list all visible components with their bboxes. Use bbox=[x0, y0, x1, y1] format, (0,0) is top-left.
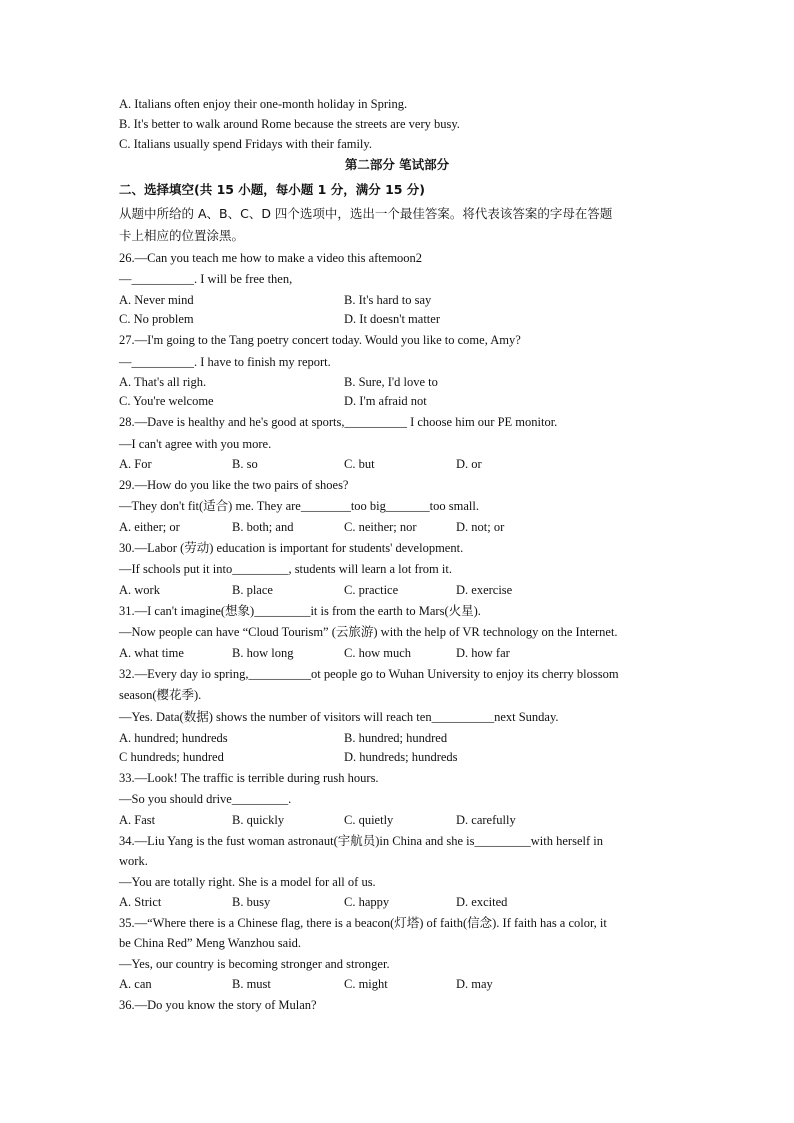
question-35-response: —Yes, our country is becoming stronger and stronger. bbox=[119, 957, 390, 971]
question-33-option-a: A. Fast bbox=[119, 813, 156, 827]
question-27-option-d: D. I'm afraid not bbox=[344, 394, 427, 408]
prev-option-a: A. Italians often enjoy their one-month holiday in Spring. bbox=[119, 97, 408, 111]
question-36-prompt: 36.—Do you know the story of Mulan? bbox=[119, 998, 317, 1012]
question-27-option-b: B. Sure, I'd love to bbox=[344, 375, 438, 389]
question-34-option-d: D. excited bbox=[456, 895, 508, 909]
question-26-option-b: B. It's hard to say bbox=[344, 293, 432, 307]
question-27-option-a: A. That's all righ. bbox=[119, 375, 207, 389]
question-26-option-a: A. Never mind bbox=[119, 293, 194, 307]
question-26-option-c: C. No problem bbox=[119, 312, 194, 326]
question-28-option-c: C. but bbox=[344, 457, 375, 471]
question-27-prompt: 27.—I'm going to the Tang poetry concert today. Would you like to come, Amy? bbox=[119, 333, 521, 347]
question-26-prompt: 26.—Can you teach me how to make a video this aftemoon2 bbox=[119, 251, 423, 265]
question-32-prompt-cont: season(樱花季). bbox=[119, 688, 202, 702]
question-26-option-d: D. It doesn't matter bbox=[344, 312, 440, 326]
question-32-prompt: 32.—Every day io spring,__________ot people go to Wuhan University to enjoy its cherry blossom bbox=[119, 667, 619, 681]
question-30-option-c: C. practice bbox=[344, 583, 399, 597]
question-33-response: —So you should drive_________. bbox=[119, 792, 292, 806]
question-32-response: —Yes. Data(数据) shows the number of visitors will reach ten__________next Sunday. bbox=[119, 710, 559, 724]
question-31-response: —Now people can have “Cloud Tourism” (云旅游) with the help of VR technology on the Internet. bbox=[119, 625, 618, 639]
section-heading: 二、选择填空(共 15 小题，每小题 1 分，满分 15 分) bbox=[119, 182, 426, 197]
question-35-option-d: D. may bbox=[456, 977, 493, 991]
question-35-option-b: B. must bbox=[232, 977, 271, 991]
question-31-prompt: 31.—I can't imagine(想象)_________it is from the earth to Mars(火星). bbox=[119, 604, 481, 618]
question-28-response: —I can't agree with you more. bbox=[119, 437, 272, 451]
question-31-option-a: A. what time bbox=[119, 646, 184, 660]
question-34-option-a: A. Strict bbox=[119, 895, 162, 909]
question-26-response: —__________. I will be free then, bbox=[119, 272, 293, 286]
question-35-prompt: 35.—“Where there is a Chinese flag, there is a beacon(灯塔) of faith(信念). If faith has a color, it bbox=[119, 916, 607, 930]
part-title: 第二部分 笔试部分 bbox=[344, 157, 450, 172]
question-31-option-d: D. how far bbox=[456, 646, 510, 660]
question-29-option-d: D. not; or bbox=[456, 520, 505, 534]
question-33-option-d: D. carefully bbox=[456, 813, 516, 827]
question-30-prompt: 30.—Labor (劳动) education is important for students' development. bbox=[119, 541, 464, 555]
question-30-option-d: D. exercise bbox=[456, 583, 513, 597]
question-28-option-b: B. so bbox=[232, 457, 258, 471]
question-29-prompt: 29.—How do you like the two pairs of shoes? bbox=[119, 478, 349, 492]
instructions-line-1: 从题中所给的 A、B、C、D 四个选项中，选出一个最佳答案。将代表该答案的字母在答题 bbox=[119, 206, 613, 221]
question-33-option-c: C. quietly bbox=[344, 813, 394, 827]
instructions-line-2: 卡上相应的位置涂黑。 bbox=[119, 228, 245, 243]
question-32-option-d: D. hundreds; hundreds bbox=[344, 750, 458, 764]
question-28-option-a: A. For bbox=[119, 457, 152, 471]
question-30-option-a: A. work bbox=[119, 583, 160, 597]
question-29-option-a: A. either; or bbox=[119, 520, 180, 534]
question-34-option-c: C. happy bbox=[344, 895, 390, 909]
question-33-option-b: B. quickly bbox=[232, 813, 285, 827]
question-27-response: —__________. I have to finish my report. bbox=[119, 355, 331, 369]
question-28-option-d: D. or bbox=[456, 457, 482, 471]
prev-option-b: B. It's better to walk around Rome because the streets are very busy. bbox=[119, 117, 460, 131]
question-28-prompt: 28.—Dave is healthy and he's good at sports,__________ I choose him our PE monitor. bbox=[119, 415, 558, 429]
question-27-option-c: C. You're welcome bbox=[119, 394, 214, 408]
question-30-option-b: B. place bbox=[232, 583, 273, 597]
question-29-option-b: B. both; and bbox=[232, 520, 294, 534]
question-29-response: —They don't fit(适合) me. They are________too big_______too small. bbox=[119, 499, 479, 513]
question-32-option-b: B. hundred; hundred bbox=[344, 731, 448, 745]
question-35-option-c: C. might bbox=[344, 977, 388, 991]
question-30-response: —If schools put it into_________, students will learn a lot from it. bbox=[119, 562, 452, 576]
question-34-response: —You are totally right. She is a model for all of us. bbox=[119, 875, 376, 889]
question-33-prompt: 33.—Look! The traffic is terrible during rush hours. bbox=[119, 771, 379, 785]
question-32-option-c: C hundreds; hundred bbox=[119, 750, 224, 764]
question-29-option-c: C. neither; nor bbox=[344, 520, 417, 534]
question-32-option-a: A. hundred; hundreds bbox=[119, 731, 228, 745]
question-35-option-a: A. can bbox=[119, 977, 152, 991]
question-31-option-c: C. how much bbox=[344, 646, 412, 660]
question-34-option-b: B. busy bbox=[232, 895, 271, 909]
question-35-prompt-cont: be China Red” Meng Wanzhou said. bbox=[119, 936, 302, 950]
question-34-prompt: 34.—Liu Yang is the fust woman astronaut(宇航员)in China and she is_________with herself in bbox=[119, 834, 603, 848]
question-31-option-b: B. how long bbox=[232, 646, 294, 660]
question-34-prompt-cont: work. bbox=[119, 854, 148, 868]
prev-option-c: C. Italians usually spend Fridays with their family. bbox=[119, 137, 372, 151]
